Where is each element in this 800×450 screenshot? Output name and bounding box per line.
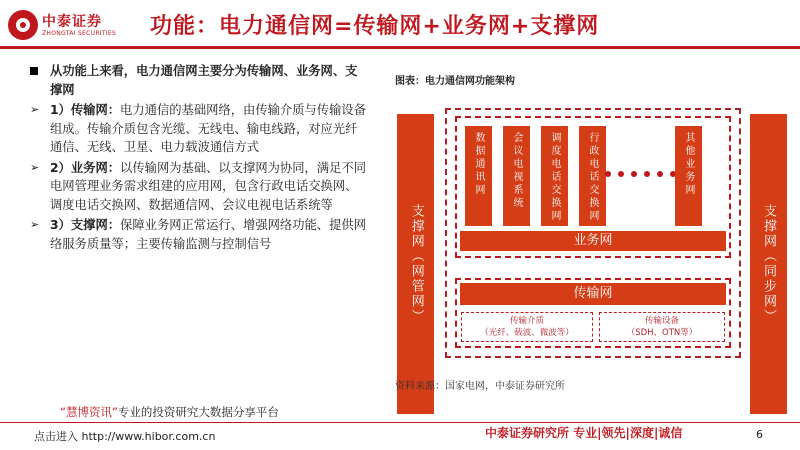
promo-text: 专业的投资研究大数据分享平台 (117, 405, 279, 419)
sub-point-key: 1）传输网： (50, 103, 121, 117)
business-net-label: 其他业务网 (683, 132, 694, 197)
square-bullet-icon (30, 67, 38, 75)
ellipsis-dots (605, 171, 676, 177)
business-net-label: 数据通讯网 (473, 132, 484, 197)
support-network-sync-pillar (750, 114, 787, 414)
equipment-title: 传输设备 (644, 316, 679, 326)
business-net-label: 会议电视系统 (511, 132, 522, 210)
sub-point-support (28, 216, 368, 253)
header-divider (0, 46, 800, 49)
logo-name-cn: 中泰证券 (42, 14, 102, 30)
main-point (28, 62, 368, 99)
business-net-admin (579, 126, 606, 226)
sub-point-business (28, 159, 368, 215)
transmission-equipment-box (599, 312, 725, 342)
logo-mark-icon (8, 10, 38, 40)
promo-brand: “慧博资讯” (60, 405, 118, 419)
arrow-bullet-icon: ➢ (30, 218, 40, 231)
business-net-dispatch (541, 126, 568, 226)
sub-point-text: 保障业务网正常运行、增强网络功能、提供网络服务质量等；主要传输监测与控制信号 (50, 218, 366, 251)
transmission-medium-box (461, 312, 593, 342)
medium-detail: （光纤、载波、微波等） (480, 328, 574, 338)
architecture-diagram (385, 68, 785, 392)
pillar-label: 支撑网（同步网） (761, 204, 776, 324)
arrow-bullet-icon: ➢ (30, 103, 40, 116)
sub-point-key: 3）支撑网： (50, 218, 121, 232)
sub-point-key: 2）业务网： (50, 160, 121, 175)
support-network-management-pillar (397, 114, 434, 414)
figure-title: 图表：电力通信网功能架构 (395, 76, 515, 87)
footer-promo (60, 404, 279, 420)
business-net-other (675, 126, 702, 226)
business-network-bar: 业务网 (460, 231, 726, 251)
sub-point-text: 以传输网为基础、以支撑网为协同，满足不同电网管理业务需求组建的应用网，包含行政电话交换网、调度电话交换网、数据通信网、会议电视电话系统等 (50, 160, 366, 212)
footer-slogan: 中泰证券研究所 专业|领先|深度|诚信 (485, 426, 683, 440)
page-number: 6 (756, 428, 763, 441)
business-net-label: 调度电话交换网 (549, 132, 560, 223)
slide-title: 功能：电力通信网=传输网+业务网+支撑网 (150, 14, 600, 39)
company-logo (8, 8, 128, 44)
sub-point-transmission (28, 101, 368, 157)
business-net-data (465, 126, 492, 226)
medium-title: 传输介质 (509, 316, 544, 326)
content-panel (28, 62, 368, 255)
footer-link[interactable]: 点击进入 http://www.hibor.com.cn (34, 430, 216, 443)
sub-point-text: 电力通信的基础网络，由传输介质与传输设备组成。传输介质包含光缆、无线电、输电线路，对应光纤通信、无线、卫星、电力载波通信方式 (50, 103, 366, 154)
equipment-detail: （SDH、OTN等） (626, 328, 698, 338)
pillar-label: 支撑网（网管网） (408, 204, 424, 324)
figure-source: 资料来源：国家电网，中泰证券研究所 (395, 381, 565, 392)
transmission-network-bar: 传输网 (460, 283, 726, 305)
arrow-bullet-icon: ➢ (30, 160, 40, 174)
logo-name-en: ZHONGTAI SECURITIES (42, 30, 117, 37)
footer-divider (0, 422, 800, 423)
main-point-text: 从功能上来看，电力通信网主要分为传输网、业务网、支撑网 (50, 64, 358, 97)
business-net-label: 行政电话交换网 (587, 132, 598, 223)
business-net-conference (503, 126, 530, 226)
